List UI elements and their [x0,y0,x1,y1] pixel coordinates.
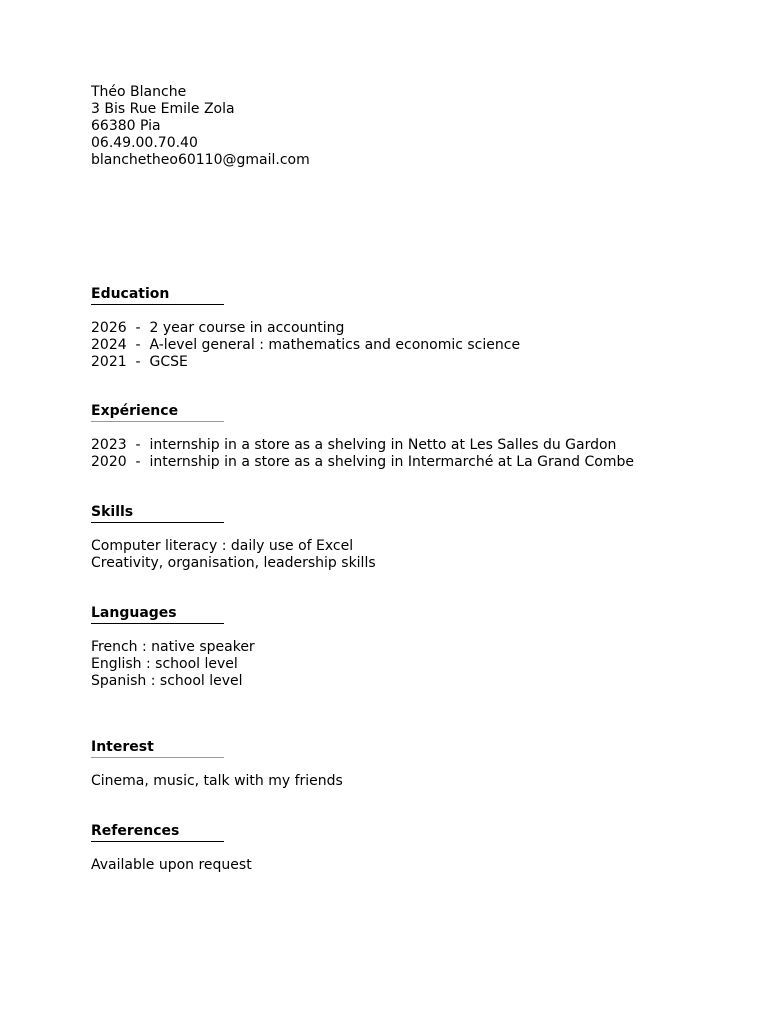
experience-heading: Expérience [91,403,224,422]
education-item: 2021 - GCSE [91,354,188,370]
languages-item: English : school level [91,656,238,672]
contact-email: blanchetheo60110@gmail.com [91,152,310,168]
languages-heading: Languages [91,605,224,624]
skills-item: Creativity, organisation, leadership skills [91,555,376,571]
interest-heading: Interest [91,739,224,758]
contact-phone: 06.49.00.70.40 [91,135,198,151]
skills-list [91,538,376,572]
education-item: 2026 - 2 year course in accounting [91,320,345,336]
experience-item: 2023 - internship in a store as a shelving in Netto at Les Salles du Gardon [91,437,617,453]
education-item: 2024 - A-level general : mathematics and economic science [91,337,521,353]
references-item: Available upon request [91,857,252,873]
interest-list [91,773,343,790]
contact-street: 3 Bis Rue Emile Zola [91,101,235,117]
experience-item: 2020 - internship in a store as a shelving in Intermarché at La Grand Combe [91,454,634,470]
contact-city: 66380 Pia [91,118,161,134]
skills-item: Computer literacy : daily use of Excel [91,538,354,554]
interest-item: Cinema, music, talk with my friends [91,773,343,789]
skills-heading: Skills [91,504,224,523]
languages-list [91,639,255,690]
references-list [91,857,252,874]
experience-list [91,437,634,471]
education-heading: Education [91,286,224,305]
contact-block [91,84,310,169]
languages-item: Spanish : school level [91,673,243,689]
contact-name: Théo Blanche [91,84,187,100]
references-heading: References [91,823,224,842]
languages-item: French : native speaker [91,639,255,655]
education-list [91,320,520,371]
